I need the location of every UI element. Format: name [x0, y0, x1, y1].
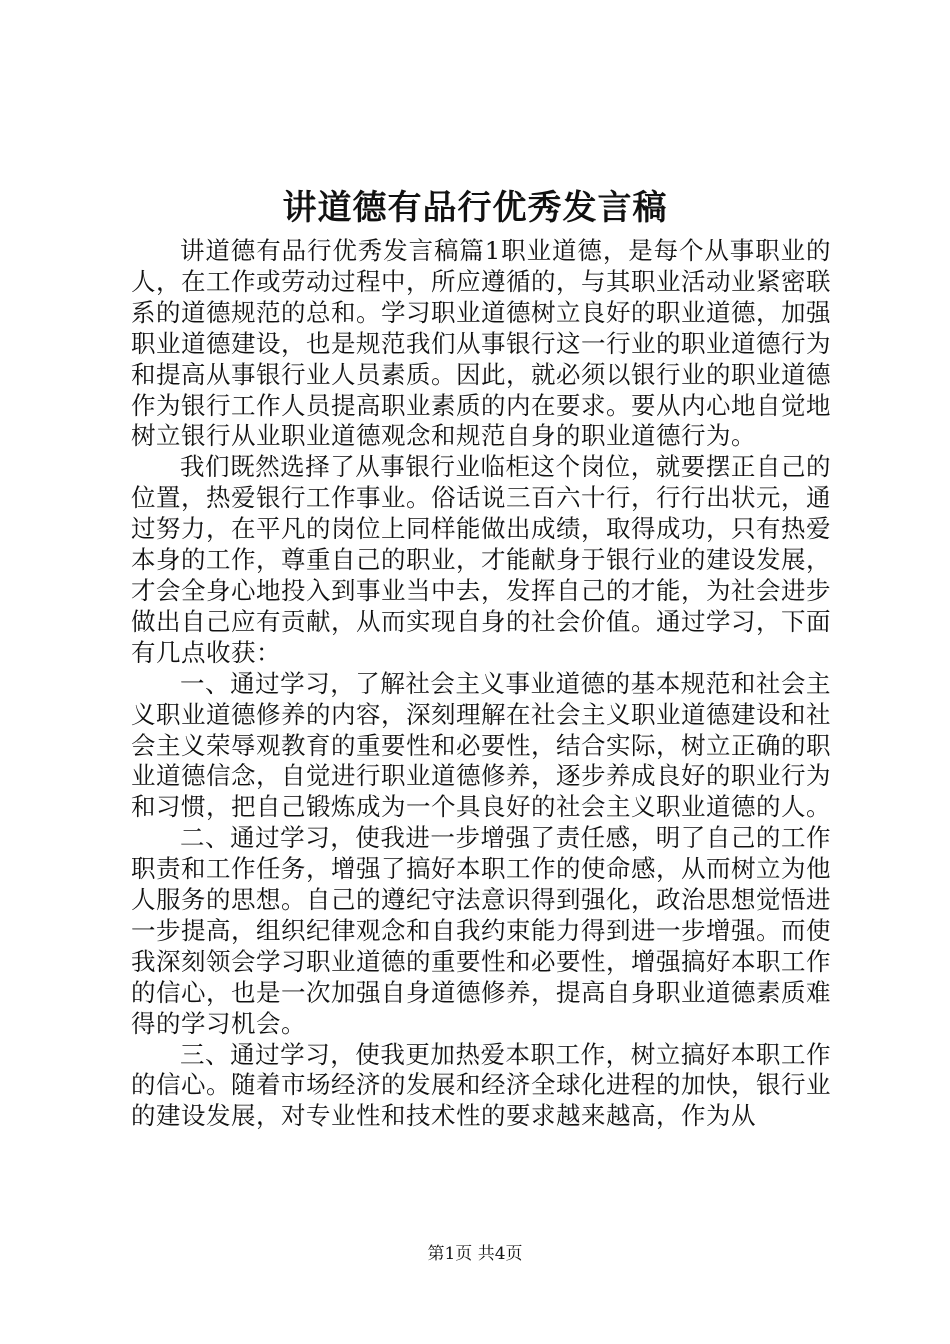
document-body: [131, 236, 831, 1132]
paragraph-3: 一、通过学习，了解社会主义事业道德的基本规范和社会主义职业道德修养的内容，深刻理解在社会主义职业道德建设和社会主义荣辱观教育的重要性和必要性，结合实际，树立正确的职业道德信念，自觉进行职业道德修养，逐步养成良好的职业行为和习惯，把自己锻炼成为一个具良好的社会主义职业道德的人。: [131, 668, 831, 822]
paragraph-2: 我们既然选择了从事银行业临柜这个岗位，就要摆正自己的位置，热爱银行工作事业。俗话说三百六十行，行行出状元，通过努力，在平凡的岗位上同样能做出成绩，取得成功，只有热爱本身的工作，尊重自己的职业，才能献身于银行业的建设发展，才会全身心地投入到事业当中去，发挥自己的才能，为社会进步做出自己应有贡献，从而实现自身的社会价值。通过学习，下面有几点收获：: [131, 452, 831, 667]
page-number-footer: 第1页 共4页: [427, 1244, 523, 1264]
paragraph-5: 三、通过学习，使我更加热爱本职工作，树立搞好本职工作的信心。随着市场经济的发展和经济全球化进程的加快，银行业的建设发展，对专业性和技术性的要求越来越高，作为从: [131, 1039, 831, 1131]
paragraph-1: 讲道德有品行优秀发言稿篇1职业道德，是每个从事职业的人，在工作或劳动过程中，所应遵循的，与其职业活动业紧密联系的道德规范的总和。学习职业道德树立良好的职业道德，加强职业道德建设，也是规范我们从事银行这一行业的职业道德行为和提高从事银行业人员素质。因此，就必须以银行业的职业道德作为银行工作人员提高职业素质的内在要求。要从内心地自觉地树立银行从业职业道德观念和规范自身的职业道德行为。: [131, 236, 831, 451]
paragraph-4: 二、通过学习，使我进一步增强了责任感，明了自己的工作职责和工作任务，增强了搞好本职工作的使命感，从而树立为他人服务的思想。自己的遵纪守法意识得到强化，政治思想觉悟进一步提高，组织纪律观念和自我约束能力得到进一步增强。而使我深刻领会学习职业道德的重要性和必要性，增强搞好本职工作的信心，也是一次加强自身道德修养，提高自身职业道德素质难得的学习机会。: [131, 823, 831, 1038]
document-title: 讲道德有品行优秀发言稿: [282, 188, 668, 228]
